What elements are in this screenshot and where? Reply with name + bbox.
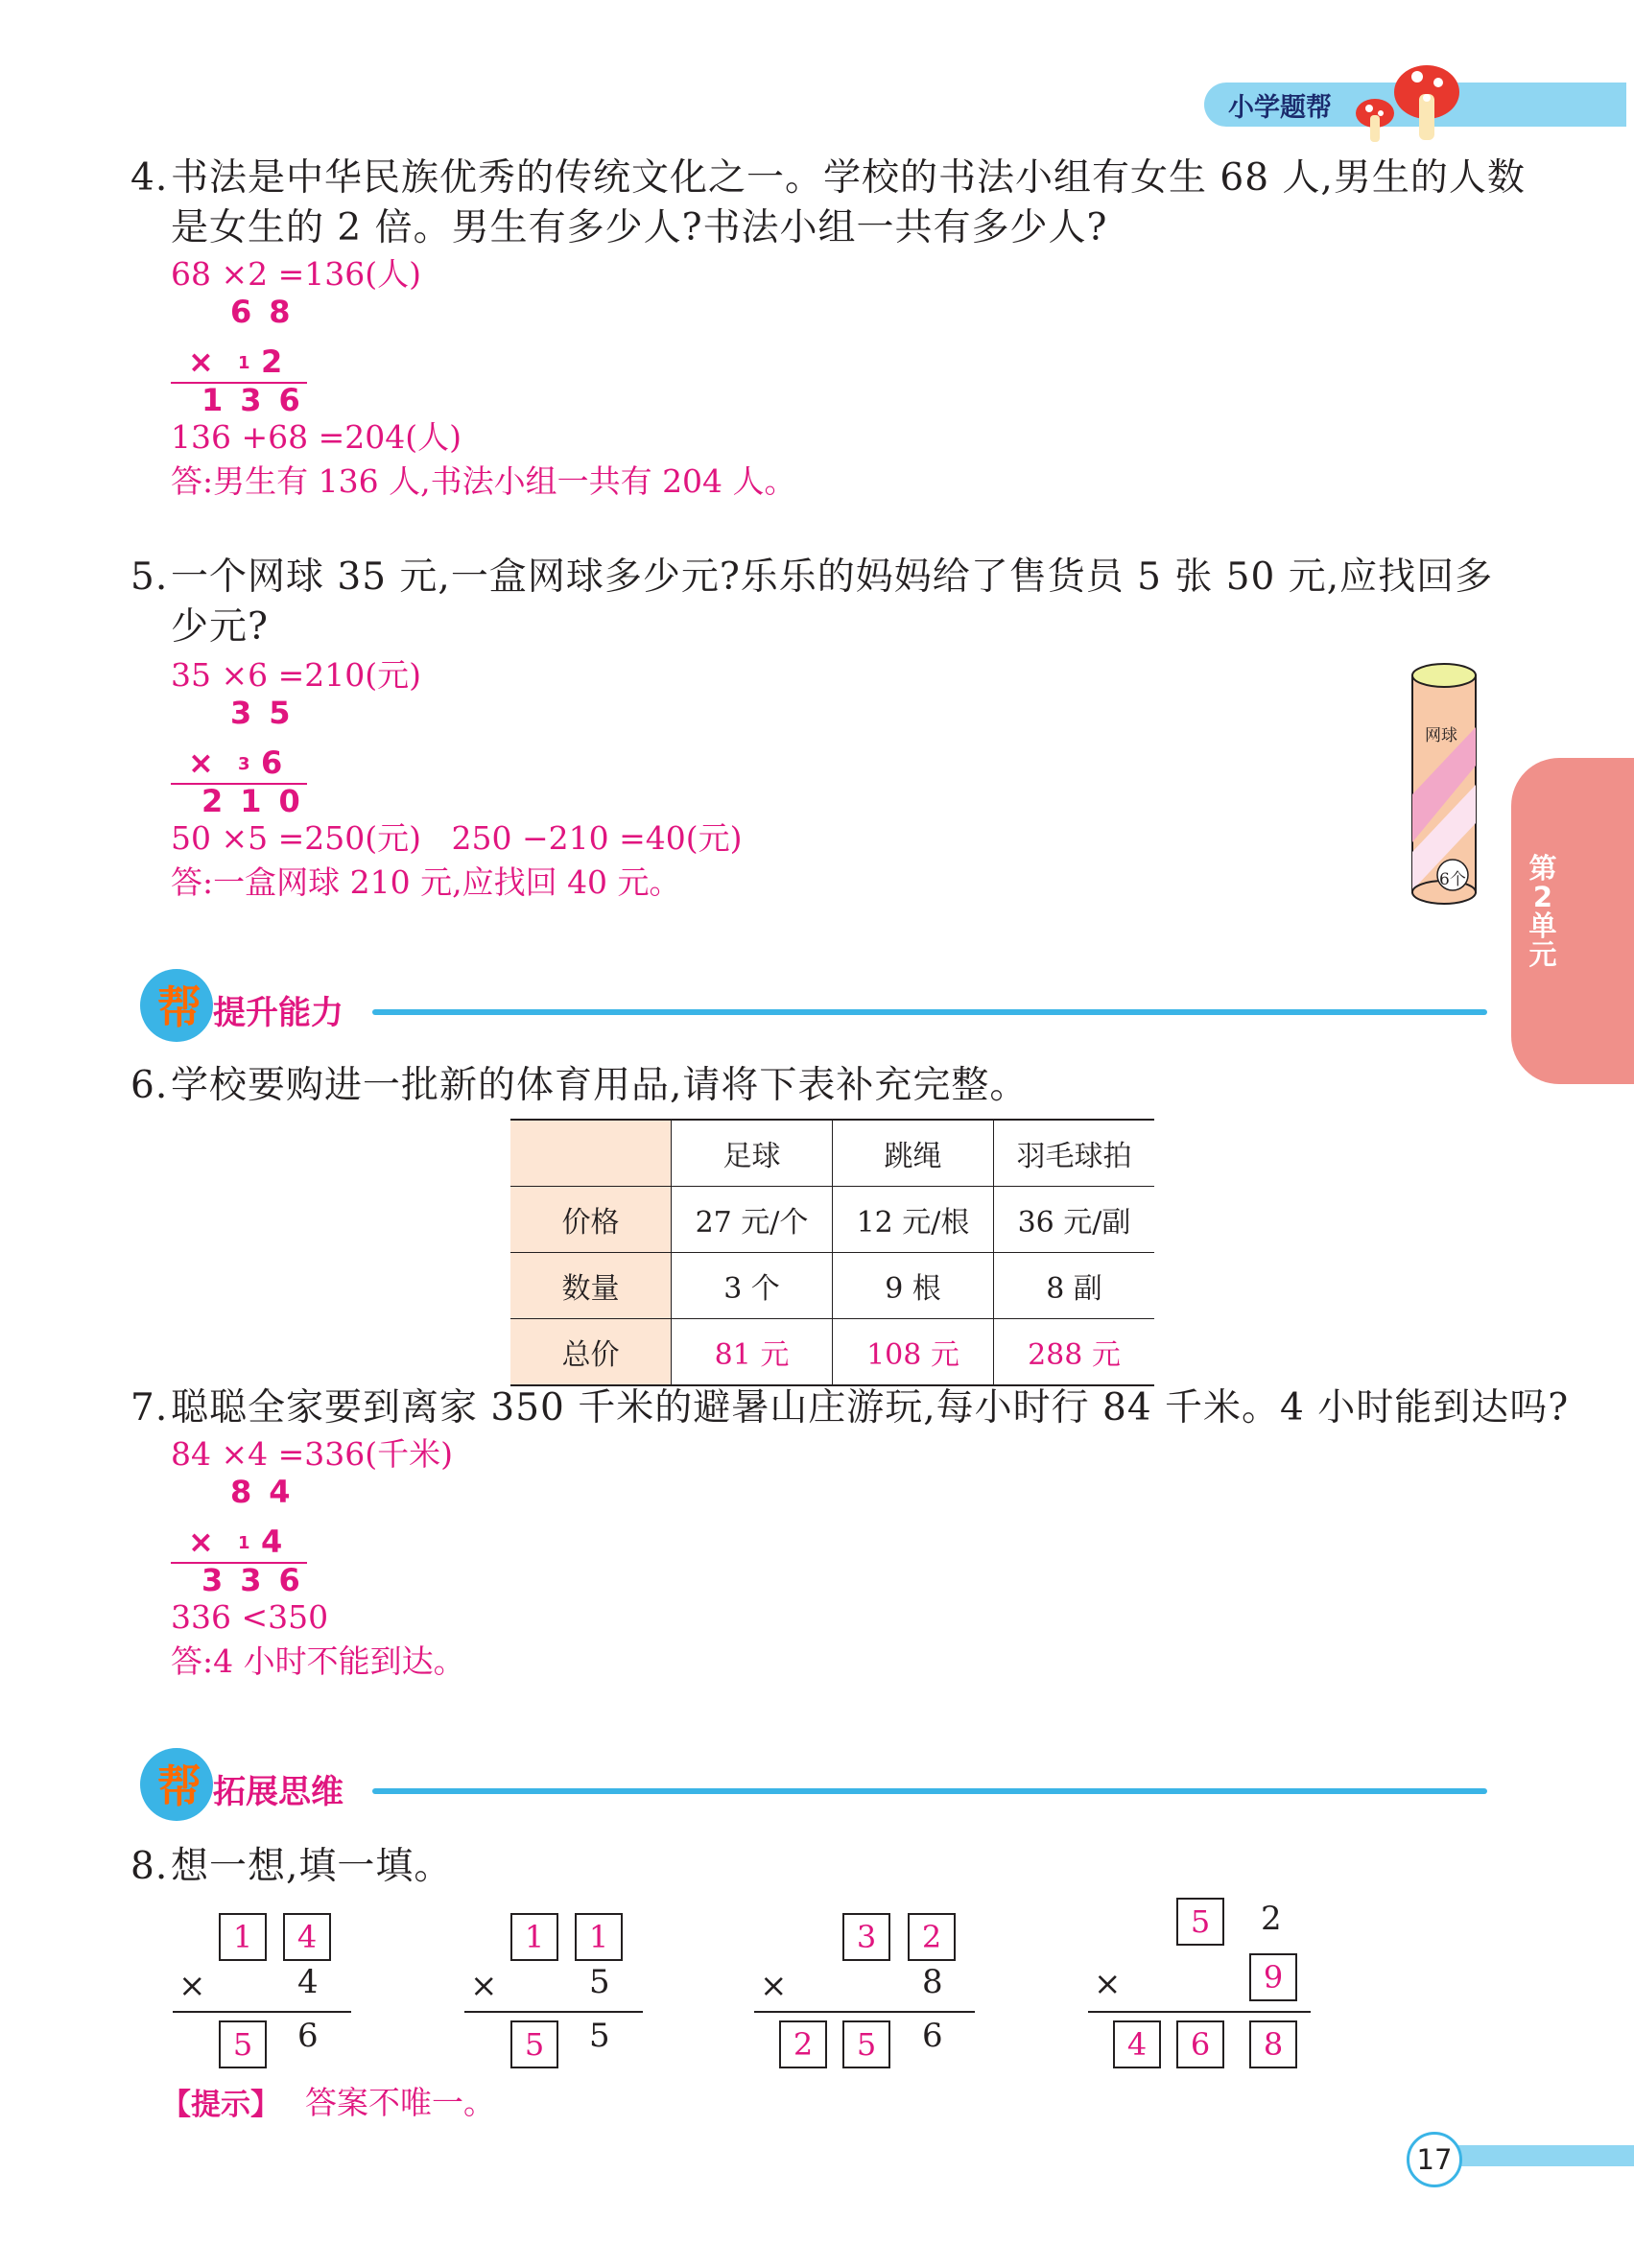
vm-op: × — [188, 744, 231, 781]
q5-answer: 答:一盒网球 210 元,应找回 40 元。 — [171, 863, 681, 901]
fill-box: 1 — [219, 1913, 267, 1961]
puzzle-3 — [754, 1913, 975, 2086]
hint-label: 【提示】 — [161, 2088, 280, 2122]
can-count: 6个 — [1439, 870, 1466, 889]
table-cell: 36 元/副 — [994, 1187, 1155, 1253]
table-cell: 8 副 — [994, 1253, 1155, 1319]
vm-op: × — [188, 343, 231, 380]
table-row — [510, 1319, 1154, 1386]
fill-box: 6 — [1176, 2020, 1224, 2068]
fill-box: 5 — [219, 2020, 267, 2068]
q7-text: 聪聪全家要到离家 350 千米的避暑山庄游玩,每小时行 84 千米。4 小时能到达吗? — [171, 1386, 1570, 1429]
q5-equation-2: 50 ×5 =250(元) 250 −210 =40(元) — [171, 819, 743, 857]
fill-box: 8 — [1249, 2020, 1297, 2068]
q5-equation-1: 35 ×6 =210(元) — [171, 656, 422, 694]
table-header-cell: 跳绳 — [833, 1120, 994, 1187]
supplies-table — [510, 1119, 1154, 1386]
vm-result: 336 — [201, 1562, 318, 1598]
fill-box: 4 — [1113, 2020, 1161, 2068]
table-header-row — [510, 1120, 1154, 1187]
q6-number: 6. — [130, 1064, 169, 1107]
row-label: 总价 — [510, 1319, 672, 1386]
vm-top: 68 — [230, 294, 308, 330]
q4-vertical-mult — [171, 294, 318, 418]
fill-box: 3 — [842, 1913, 890, 1961]
section-badge-icon: 帮 — [157, 1760, 201, 1812]
fill-box: 2 — [908, 1913, 956, 1961]
q4-line1: 书法是中华民族优秀的传统文化之一。学校的书法小组有女生 68 人,男生的人数 — [171, 156, 1526, 200]
rule-line — [1088, 2011, 1311, 2013]
rule-line — [464, 2011, 643, 2013]
fill-box: 2 — [779, 2020, 827, 2068]
table-cell-answer: 288 元 — [994, 1319, 1155, 1386]
q4-number: 4. — [130, 156, 169, 200]
times-sign: × — [760, 1967, 788, 2005]
table-cell: 9 根 — [833, 1253, 994, 1319]
table-header-cell: 足球 — [672, 1120, 833, 1187]
table-cell: 3 个 — [672, 1253, 833, 1319]
vm-top: 84 — [230, 1474, 308, 1510]
rule-line — [754, 2011, 975, 2013]
multiplier-digit: 4 — [297, 1963, 319, 2001]
puzzle-4 — [1088, 1898, 1318, 2090]
puzzle-1 — [173, 1913, 355, 2086]
multiplier-digit: 8 — [922, 1963, 943, 2001]
product-digit: 6 — [297, 2017, 319, 2055]
section-divider — [372, 1788, 1487, 1794]
q6-text: 学校要购进一批新的体育用品,请将下表补充完整。 — [171, 1064, 1029, 1107]
multiplier-digit: 5 — [589, 1963, 610, 2001]
table-cell-answer: 81 元 — [672, 1319, 833, 1386]
vm-op: × — [188, 1524, 231, 1560]
page-number-bar — [1439, 2145, 1634, 2166]
product-digit: 5 — [589, 2017, 610, 2055]
vm-carry: 3 — [238, 754, 250, 774]
q7-answer: 答:4 小时不能到达。 — [171, 1642, 465, 1680]
page-number: 17 — [1407, 2132, 1462, 2187]
table-header-cell — [510, 1120, 672, 1187]
table-header-cell: 羽毛球拍 — [994, 1120, 1155, 1187]
vm-top: 35 — [230, 695, 308, 731]
vm-result: 136 — [201, 382, 318, 418]
table-cell-answer: 108 元 — [833, 1319, 994, 1386]
table-row — [510, 1253, 1154, 1319]
fill-box: 1 — [575, 1913, 623, 1961]
table-row — [510, 1187, 1154, 1253]
fill-box: 5 — [842, 2020, 890, 2068]
product-digit: 6 — [922, 2017, 943, 2055]
q4-equation-2: 136 +68 =204(人) — [171, 418, 462, 456]
times-sign: × — [1094, 1965, 1122, 2003]
vm-result: 210 — [201, 783, 318, 819]
q5-number: 5. — [130, 555, 169, 599]
q8-number: 8. — [130, 1845, 169, 1888]
fill-box: 5 — [1176, 1898, 1224, 1946]
rule-line — [173, 2011, 351, 2013]
q4-line2: 是女生的 2 倍。男生有多少人?书法小组一共有多少人? — [171, 206, 1108, 249]
table-cell: 12 元/根 — [833, 1187, 994, 1253]
times-sign: × — [470, 1967, 498, 2005]
mushroom-icon — [1348, 56, 1463, 147]
fill-box: 9 — [1249, 1953, 1297, 2001]
multiplicand-digit: 2 — [1261, 1900, 1282, 1938]
row-label: 数量 — [510, 1253, 672, 1319]
vm-carry: 1 — [238, 1533, 250, 1553]
q4-answer: 答:男生有 136 人,书法小组一共有 204 人。 — [171, 462, 796, 500]
vm-mult: 2 — [261, 343, 300, 380]
section-badge-icon: 帮 — [157, 981, 201, 1033]
vm-carry: 1 — [238, 353, 250, 373]
q4-equation-1: 68 ×2 =136(人) — [171, 255, 422, 293]
row-label: 价格 — [510, 1187, 672, 1253]
unit-label: 第2单元 — [1528, 852, 1557, 971]
table-cell: 27 元/个 — [672, 1187, 833, 1253]
q7-number: 7. — [130, 1386, 169, 1429]
fill-box: 5 — [510, 2020, 558, 2068]
fill-box: 1 — [510, 1913, 558, 1961]
q5-line1: 一个网球 35 元,一盒网球多少元?乐乐的妈妈给了售货员 5 张 50 元,应找回多 — [171, 555, 1494, 599]
vm-mult: 6 — [261, 744, 300, 781]
fill-box: 4 — [283, 1913, 331, 1961]
q5-line2: 少元? — [171, 605, 269, 649]
times-sign: × — [178, 1967, 206, 2005]
q8-text: 想一想,填一填。 — [171, 1845, 453, 1888]
hint-text: 答案不唯一。 — [305, 2084, 495, 2121]
can-label: 网球 — [1425, 726, 1457, 745]
q7-equation-1: 84 ×4 =336(千米) — [171, 1435, 454, 1473]
brand-title: 小学题帮 — [1228, 93, 1332, 123]
q5-vertical-mult — [171, 695, 318, 819]
section-title-improve: 提升能力 — [213, 994, 343, 1032]
vm-mult: 4 — [261, 1524, 300, 1560]
section-divider — [372, 1009, 1487, 1015]
section-title-extend: 拓展思维 — [213, 1773, 343, 1811]
q7-equation-2: 336 <350 — [171, 1598, 329, 1636]
q7-vertical-mult — [171, 1474, 318, 1598]
puzzle-2 — [464, 1913, 647, 2086]
